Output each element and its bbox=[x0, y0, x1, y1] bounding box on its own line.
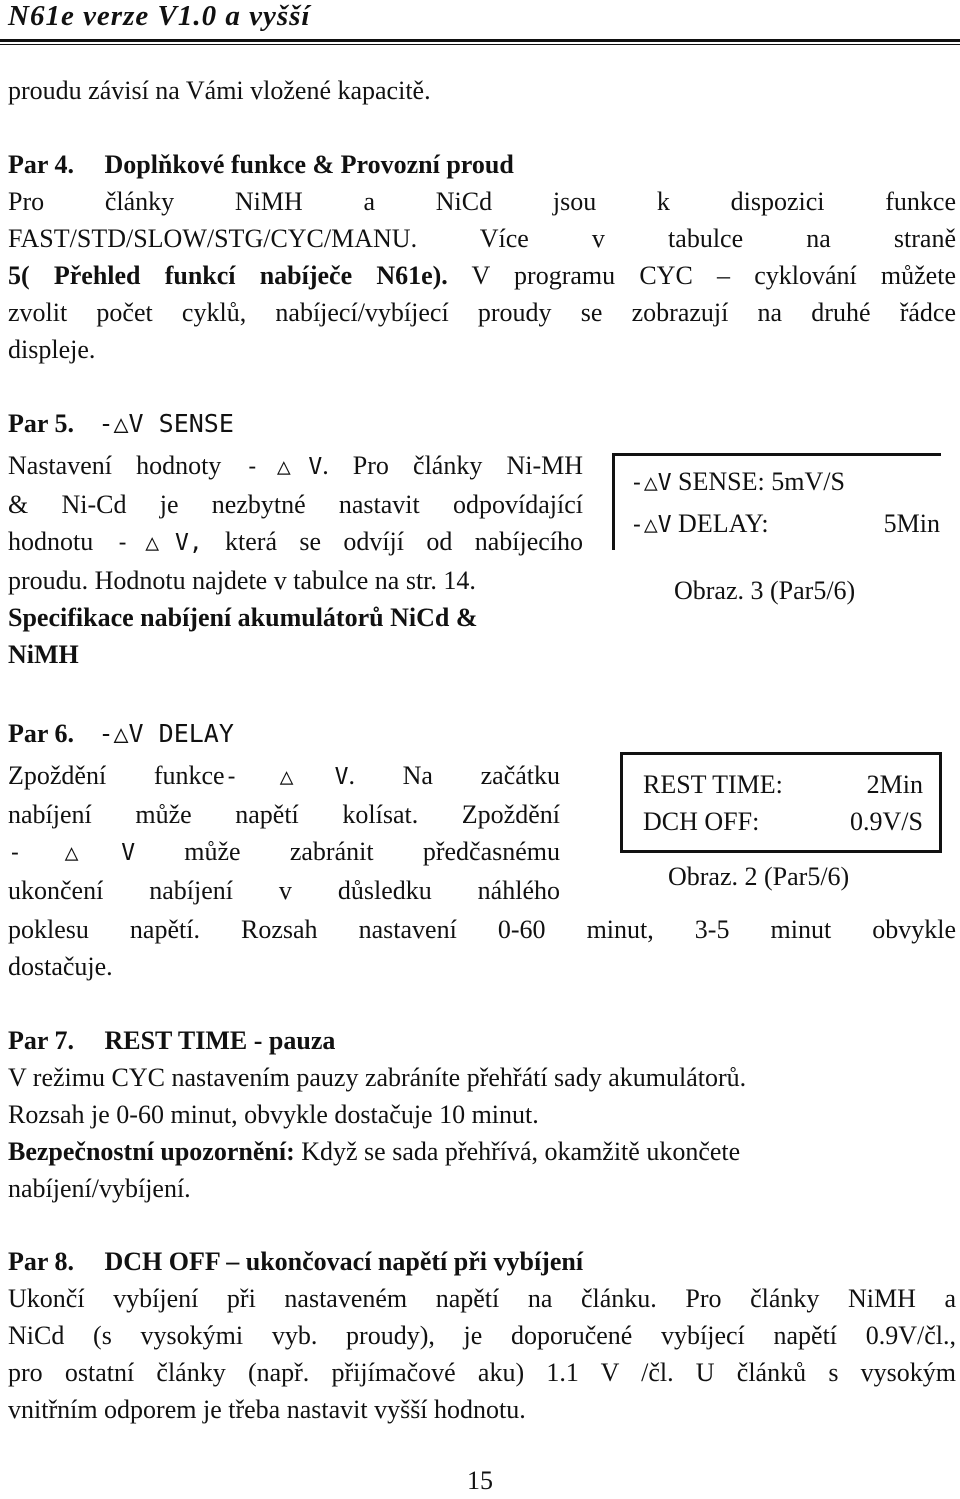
par7-line2: Rozsah je 0-60 minut, obvykle dostačuje 10 minut. bbox=[8, 1100, 539, 1129]
par4-line3-bold: 5( Přehled funkcí nabíječe N61e). bbox=[8, 261, 448, 290]
par6-figure-caption: Obraz. 2 (Par5/6) bbox=[668, 862, 850, 891]
par6-title: -△V DELAY bbox=[98, 719, 234, 748]
par7-warning-text: Když se sada přehřívá, okamžitě ukončete bbox=[294, 1137, 741, 1166]
par5-display-row2: -△V DELAY: 5Min bbox=[630, 509, 940, 538]
par5-heading bbox=[8, 405, 956, 442]
par7-line4: nabíjení/vybíjení. bbox=[8, 1174, 191, 1203]
par6-heading bbox=[8, 715, 956, 752]
par4-line5: displeje. bbox=[8, 335, 96, 364]
par5-body bbox=[8, 447, 583, 673]
par8-line2: NiCd (s vysokými vyb. proudy), je doporučené vybíjecí napětí 0.9V/čl., bbox=[8, 1321, 956, 1350]
page-header: N61e verze V1.0 a vyšší bbox=[8, 0, 311, 32]
par4-title: Doplňkové funkce & Provozní proud bbox=[104, 150, 514, 179]
page-number: 15 bbox=[467, 1466, 493, 1495]
par8-line3: pro ostatní články (např. přijímačové aku) 1.1 V /čl. U článků s vysokým bbox=[8, 1358, 956, 1387]
par6-display-row1: REST TIME: 2Min bbox=[643, 770, 923, 799]
par5-label: Par 5. bbox=[8, 409, 74, 438]
par5-line5: Specifikace nabíjení akumulátorů NiCd & bbox=[8, 603, 478, 632]
par8-label: Par 8. bbox=[8, 1247, 74, 1276]
par4-label: Par 4. bbox=[8, 150, 74, 179]
par6-line2: nabíjení může napětí kolísat. Zpoždění bbox=[8, 800, 560, 829]
par6-label: Par 6. bbox=[8, 719, 74, 748]
par5-figure-caption: Obraz. 3 (Par5/6) bbox=[674, 576, 856, 605]
par7-warning bbox=[8, 1133, 956, 1170]
par8-line4: vnitřním odporem je třeba nastavit vyšší hodnotu. bbox=[8, 1395, 526, 1424]
par4-line3 bbox=[8, 257, 956, 294]
par4-line3-rest: V programu CYC – cyklování můžete bbox=[447, 261, 956, 290]
par7-heading bbox=[8, 1022, 956, 1059]
par6-display-box bbox=[620, 752, 942, 853]
delta-v-symbol: -△V bbox=[630, 470, 672, 496]
par7-warning-label: Bezpečnostní upozornění: bbox=[8, 1137, 295, 1166]
par5-line6: NiMH bbox=[8, 640, 79, 669]
par8-title: DCH OFF – ukončovací napětí při vybíjení bbox=[104, 1247, 584, 1276]
par7-label: Par 7. bbox=[8, 1026, 74, 1055]
par6-line3: -△V může zabránit předčasnému bbox=[8, 837, 560, 866]
par5-line2: & Ni-Cd je nezbytné nastavit odpovídající bbox=[8, 490, 583, 519]
delta-v-symbol: -△V bbox=[630, 512, 672, 538]
header-rule bbox=[0, 39, 960, 45]
par6-line5: poklesu napětí. Rozsah nastavení 0-60 minut, 3-5 minut obvykle bbox=[8, 915, 956, 944]
par7-title: REST TIME - pauza bbox=[104, 1026, 336, 1055]
par6-line4: ukončení nabíjení v důsledku náhlého bbox=[8, 876, 560, 905]
par5-line1: Nastavení hodnoty -△V. Pro články Ni-MH bbox=[8, 451, 583, 480]
par5-title: -△V SENSE bbox=[98, 409, 234, 438]
par4-line4: zvolit počet cyklů, nabíjecí/vybíjecí proudy se zobrazují na druhé řádce bbox=[8, 298, 956, 327]
par6-line6: dostačuje. bbox=[8, 952, 113, 981]
par6-line1: Zpoždění funkce-△V. Na začátku bbox=[8, 761, 560, 790]
par7-line1: V režimu CYC nastavením pauzy zabráníte přehřátí sady akumulátorů. bbox=[8, 1063, 747, 1092]
par6-body bbox=[8, 757, 560, 909]
par4-heading bbox=[8, 146, 956, 183]
par4-line2: FAST/STD/SLOW/STG/CYC/MANU. Více v tabulce na straně bbox=[8, 224, 956, 253]
par4-line1: Pro články NiMH a NiCd jsou k dispozici funkce bbox=[8, 187, 956, 216]
par5-display-row1: -△V SENSE: 5mV/S bbox=[630, 467, 845, 496]
par5-line3: hodnotu -△V, která se odvíjí od nabíjecího bbox=[8, 527, 583, 556]
intro-text: proudu závisí na Vámi vložené kapacitě. bbox=[8, 76, 431, 105]
par8-line1: Ukončí vybíjení při nastaveném napětí na článku. Pro články NiMH a bbox=[8, 1284, 956, 1313]
par8-heading bbox=[8, 1243, 956, 1280]
par5-display-box bbox=[612, 453, 946, 556]
par6-display-row2: DCH OFF: 0.9V/S bbox=[643, 807, 923, 836]
par5-line4: proudu. Hodnotu najdete v tabulce na str. 14. bbox=[8, 566, 476, 595]
